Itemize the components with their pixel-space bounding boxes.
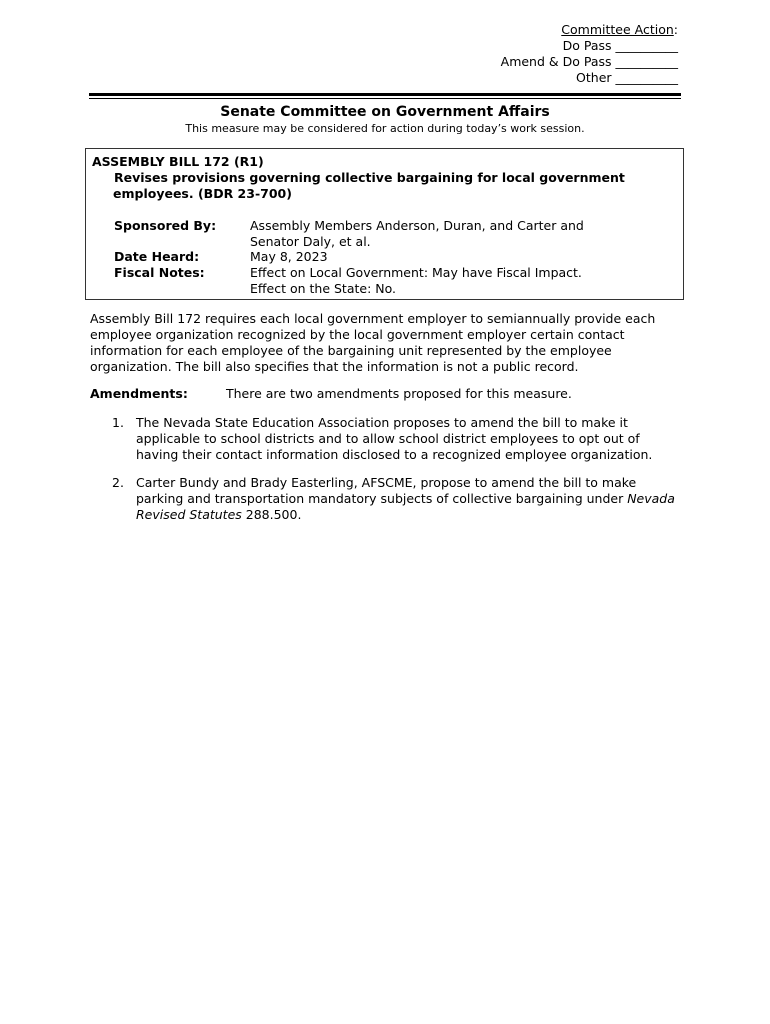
amendment-number: 1.: [112, 415, 124, 430]
bill-summary-line1: Assembly Bill 172 requires each local government employer to semiannually provide each: [90, 311, 656, 326]
date-heard-label: Date Heard:: [114, 249, 200, 264]
amendment-text-line2: [136, 491, 688, 507]
amendment-text-line2-prefix: parking and transportation mandatory subjects of collective bargaining under: [136, 491, 628, 506]
page-title: Senate Committee on Government Affairs: [220, 104, 550, 120]
statute-reference-italic: Nevada: [627, 491, 675, 506]
committee-action-heading: [501, 22, 678, 38]
page-subtitle: This measure may be considered for action during today’s work session.: [185, 122, 585, 135]
bill-description: [114, 170, 654, 202]
amendment-text-line1: The Nevada State Education Association proposes to amend the bill to make it: [136, 415, 628, 430]
committee-action-option-amend-do-pass: Amend & Do Pass __________: [500, 54, 678, 69]
committee-action-option-do-pass: Do Pass __________: [562, 38, 678, 53]
amendment-text-line3: [136, 507, 688, 523]
statute-reference-italic: Revised Statutes: [136, 507, 242, 522]
fiscal-notes-line1: Effect on Local Government: May have Fiscal Impact.: [250, 265, 582, 280]
amendments-intro: There are two amendments proposed for this measure.: [226, 386, 572, 401]
header-divider-thin: [89, 98, 681, 99]
committee-action-colon: :: [673, 22, 678, 37]
amendment-text-line3: having their contact information disclosed to a recognized employee organization.: [136, 447, 653, 462]
bill-description-line2: employees. (BDR 23-700): [113, 186, 292, 201]
sponsored-by-line1: Assembly Members Anderson, Duran, and Carter and: [250, 218, 584, 233]
fiscal-notes-label: Fiscal Notes:: [114, 265, 205, 280]
committee-action-option-other: Other __________: [576, 70, 678, 85]
header-divider-thick: [89, 93, 681, 96]
header-divider: [89, 93, 681, 99]
fiscal-notes-line2: Effect on the State: No.: [250, 281, 397, 296]
amendment-number: 2.: [112, 475, 124, 490]
bill-number: ASSEMBLY BILL 172 (R1): [92, 154, 264, 169]
amendment-text-line2: applicable to school districts and to allow school district employees to opt out of: [136, 431, 640, 446]
bill-summary-line2: employee organization recognized by the local government employer certain contact: [90, 327, 625, 342]
fiscal-notes-value: [250, 265, 582, 297]
bill-summary-line4: organization. The bill also specifies that the information is not a public record.: [90, 359, 579, 374]
bill-description-line1: Revises provisions governing collective bargaining for local government: [114, 170, 625, 185]
date-heard-value: May 8, 2023: [250, 249, 328, 264]
amendments-label: Amendments:: [90, 386, 188, 401]
committee-action-title: Committee Action: [561, 22, 674, 37]
bill-summary-line3: information for each employee of the bargaining unit represented by the employee: [90, 343, 612, 358]
sponsored-by-label: Sponsored By:: [114, 218, 217, 233]
sponsored-by-line2: Senator Daly, et al.: [250, 234, 371, 249]
amendment-text-line3-suffix: 288.500.: [241, 507, 302, 522]
committee-action-block: [501, 22, 678, 86]
amendment-text: [136, 415, 688, 463]
sponsored-by-value: [250, 218, 584, 250]
amendment-text-line1: Carter Bundy and Brady Easterling, AFSCME, propose to amend the bill to make: [136, 475, 637, 490]
amendment-text: [136, 475, 688, 523]
bill-summary: [90, 311, 680, 375]
